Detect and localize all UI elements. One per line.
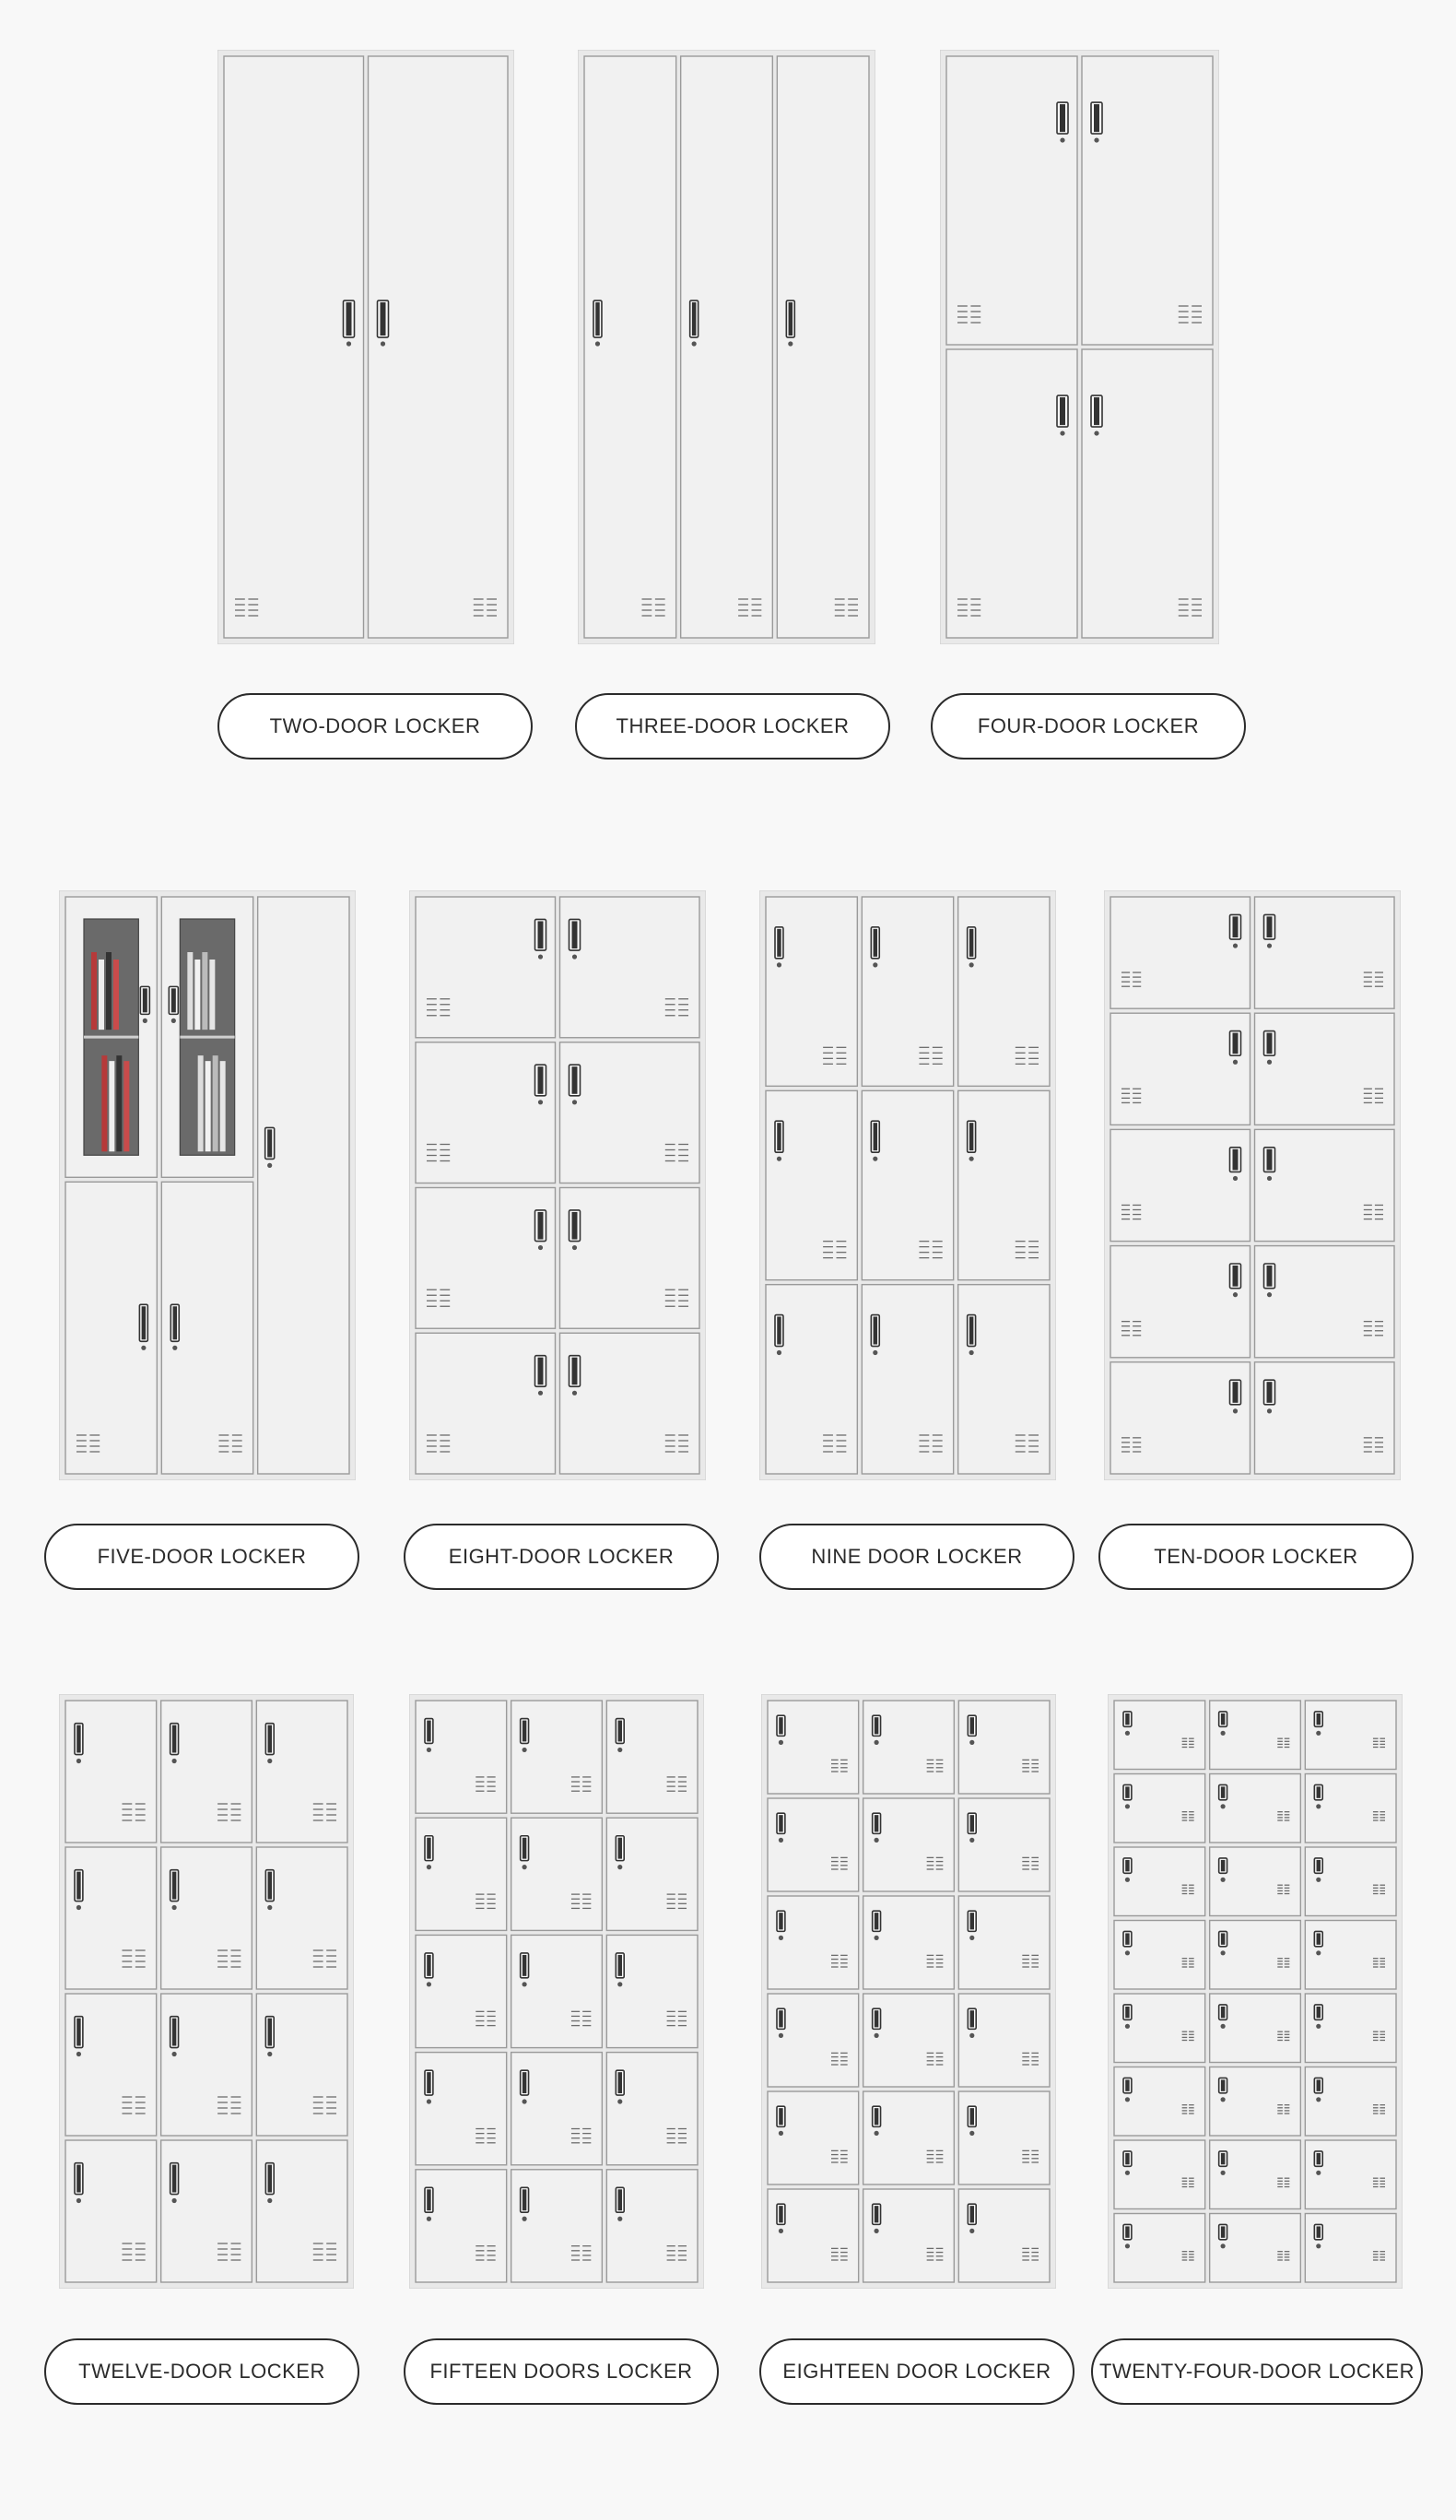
nine-door-locker-image (759, 890, 1056, 1480)
ten-door-locker-image (1104, 890, 1401, 1480)
locker-door (1210, 2140, 1301, 2209)
four-door-locker-label[interactable]: FOUR-DOOR LOCKER (931, 693, 1246, 760)
locker-door (416, 2053, 507, 2165)
locker-door (1114, 2214, 1205, 2283)
locker-door (1210, 1847, 1301, 1916)
locker-door (768, 1896, 859, 1989)
twenty-four-door-locker-label[interactable]: TWENTY-FOUR-DOOR LOCKER (1091, 2338, 1423, 2405)
locker-door (862, 1090, 953, 1279)
locker-door (1305, 1847, 1396, 1916)
two-door-locker-label[interactable]: TWO-DOOR LOCKER (217, 693, 533, 760)
locker-door (1110, 1129, 1251, 1241)
locker-door (1110, 1013, 1251, 1125)
locker-door (1210, 1994, 1301, 2063)
locker-door (256, 1701, 347, 1843)
five-door-locker-image (59, 890, 356, 1480)
locker-door (946, 56, 1077, 345)
locker-door (511, 1701, 603, 1813)
locker-door (560, 1042, 700, 1183)
fifteen-door-locker-image (409, 1694, 704, 2289)
locker-door (416, 1188, 556, 1329)
locker-door (1110, 1362, 1251, 1474)
locker-door (1305, 1921, 1396, 1990)
locker-door (768, 1701, 859, 1794)
locker-door (161, 2140, 252, 2282)
locker-door (1210, 2214, 1301, 2283)
locker-door (161, 1847, 252, 1989)
locker-door (606, 2053, 698, 2165)
locker-door (958, 1798, 1050, 1891)
eighteen-door-locker-image (761, 1694, 1056, 2289)
locker-door (1305, 2140, 1396, 2209)
locker-door (958, 897, 1050, 1086)
locker-door (161, 1182, 252, 1474)
locker-door (958, 1701, 1050, 1794)
locker-door (1255, 1013, 1395, 1125)
locker-door (681, 56, 773, 638)
locker-drawing (761, 1694, 1056, 2289)
locker-door (768, 1798, 859, 1891)
locker-door (369, 56, 509, 638)
locker-drawing (1104, 890, 1401, 1480)
locker-door (1255, 1362, 1395, 1474)
locker-door (606, 1818, 698, 1930)
locker-door (416, 1042, 556, 1183)
locker-door (511, 1818, 603, 1930)
nine-door-locker-label[interactable]: NINE DOOR LOCKER (759, 1524, 1074, 1590)
locker-door (416, 1818, 507, 1930)
locker-door (161, 1701, 252, 1843)
locker-drawing (59, 890, 356, 1480)
twelve-door-locker-image (59, 1694, 354, 2289)
locker-door (1210, 1701, 1301, 1770)
locker-door (161, 1994, 252, 2136)
locker-drawing (759, 890, 1056, 1480)
twelve-door-locker-label[interactable]: TWELVE-DOOR LOCKER (44, 2338, 359, 2405)
locker-door (1210, 1921, 1301, 1990)
locker-door (768, 2091, 859, 2184)
locker-door (560, 897, 700, 1038)
locker-door (1114, 1921, 1205, 1990)
locker-door (256, 1847, 347, 1989)
locker-door (1305, 1774, 1396, 1843)
locker-door (560, 1333, 700, 1474)
locker-door (1305, 1701, 1396, 1770)
locker-door (766, 1285, 857, 1474)
three-door-locker-label[interactable]: THREE-DOOR LOCKER (575, 693, 890, 760)
locker-door (511, 2170, 603, 2282)
locker-door (65, 1994, 157, 2136)
locker-door (862, 1285, 953, 1474)
locker-door (958, 1285, 1050, 1474)
locker-door (1114, 1774, 1205, 1843)
locker-door (1255, 897, 1395, 1008)
locker-door (1210, 2067, 1301, 2137)
locker-door (958, 1090, 1050, 1279)
eight-door-locker-label[interactable]: EIGHT-DOOR LOCKER (404, 1524, 719, 1590)
two-door-locker-image (217, 50, 514, 644)
locker-door (606, 1701, 698, 1813)
locker-door (258, 897, 349, 1474)
locker-door (1305, 2067, 1396, 2137)
locker-door (224, 56, 364, 638)
locker-door (416, 1333, 556, 1474)
locker-door (863, 1798, 955, 1891)
locker-door (1114, 1994, 1205, 2063)
locker-door (416, 1935, 507, 2047)
glass-door (65, 897, 157, 1177)
locker-door (958, 1896, 1050, 1989)
locker-door (1114, 2140, 1205, 2209)
locker-door (863, 2189, 955, 2282)
locker-door (863, 1896, 955, 1989)
glass-door (161, 897, 252, 1177)
locker-door (1305, 1994, 1396, 2063)
locker-door (256, 1994, 347, 2136)
locker-drawing (578, 50, 875, 644)
locker-door (1114, 1701, 1205, 1770)
five-door-locker-label[interactable]: FIVE-DOOR LOCKER (44, 1524, 359, 1590)
locker-door (1110, 897, 1251, 1008)
locker-door (766, 1090, 857, 1279)
locker-door (256, 2140, 347, 2282)
locker-door (1082, 56, 1213, 345)
locker-drawing (409, 1694, 704, 2289)
locker-door (65, 1701, 157, 1843)
locker-door (65, 1182, 157, 1474)
locker-door (862, 897, 953, 1086)
locker-door (511, 2053, 603, 2165)
locker-drawing (409, 890, 706, 1480)
locker-door (946, 349, 1077, 638)
locker-door (65, 1847, 157, 1989)
locker-door (863, 2091, 955, 2184)
locker-drawing (59, 1694, 354, 2289)
locker-door (584, 56, 676, 638)
locker-door (863, 1701, 955, 1794)
locker-door (1255, 1246, 1395, 1358)
locker-door (560, 1188, 700, 1329)
locker-door (1210, 1774, 1301, 1843)
four-door-locker-image (940, 50, 1219, 644)
locker-door (768, 1994, 859, 2087)
locker-drawing (217, 50, 514, 644)
locker-door (1110, 1246, 1251, 1358)
fifteen-door-locker-label[interactable]: FIFTEEN DOORS LOCKER (404, 2338, 719, 2405)
locker-drawing (940, 50, 1219, 644)
ten-door-locker-label[interactable]: TEN-DOOR LOCKER (1098, 1524, 1414, 1590)
locker-door (511, 1935, 603, 2047)
locker-door (606, 1935, 698, 2047)
twenty-four-door-locker-image (1108, 1694, 1403, 2289)
locker-door (958, 1994, 1050, 2087)
locker-door (766, 897, 857, 1086)
locker-door (1255, 1129, 1395, 1241)
locker-door (1114, 1847, 1205, 1916)
locker-door (1305, 2214, 1396, 2283)
locker-door (1082, 349, 1213, 638)
locker-door (416, 1701, 507, 1813)
locker-door (416, 2170, 507, 2282)
locker-door (768, 2189, 859, 2282)
locker-door (65, 2140, 157, 2282)
locker-door (958, 2189, 1050, 2282)
three-door-locker-image (578, 50, 875, 644)
locker-door (958, 2091, 1050, 2184)
locker-door (777, 56, 869, 638)
locker-door (606, 2170, 698, 2282)
locker-door (1114, 2067, 1205, 2137)
eighteen-door-locker-label[interactable]: EIGHTEEN DOOR LOCKER (759, 2338, 1074, 2405)
locker-drawing (1108, 1694, 1403, 2289)
eight-door-locker-image (409, 890, 706, 1480)
locker-door (863, 1994, 955, 2087)
locker-door (416, 897, 556, 1038)
